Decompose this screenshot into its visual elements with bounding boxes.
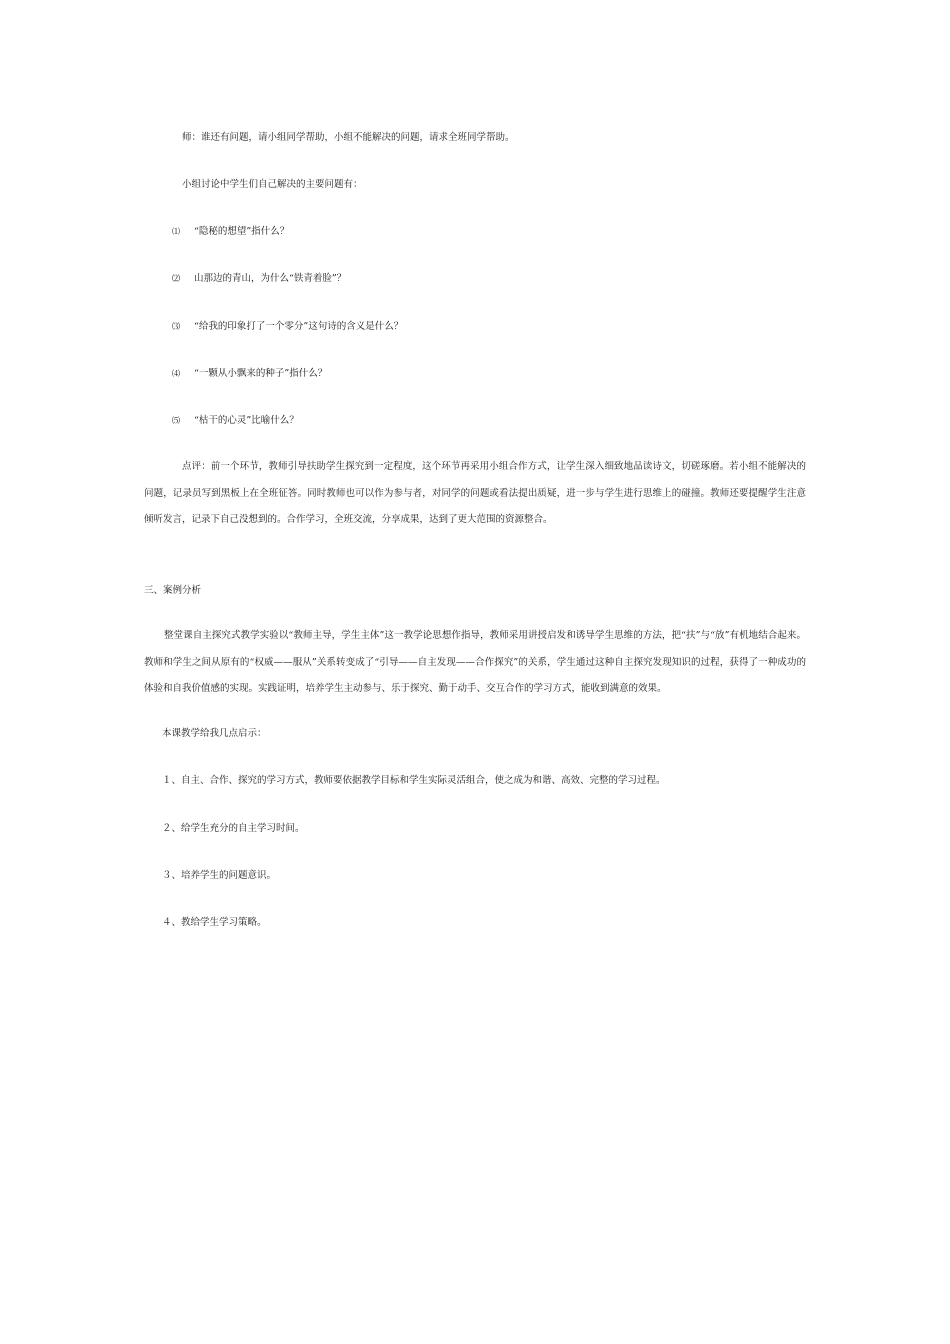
group-discussion-line: 小组讨论中学生们自己解决的主要问题有： xyxy=(182,179,363,190)
question-number: ⑶ xyxy=(172,322,180,331)
teacher-line: 师：谁还有问题，请小组同学帮助，小组不能解决的问题，请求全班同学帮助。 xyxy=(182,132,515,143)
analysis-paragraph: 整堂课自主探究式教学实验以“教师主导，学生主体”这一教学论思想作指导，教师采用讲授启发和诱导学生思维的方法，把“扶”与“放”有机地结合起来。教师和学生之间从原有的“权威——服从”关系转变成了“引导——自主发现——合作探究”的关系，学生通过这种自主探究发现知识的过程，获得了一种成功的体验和自我价值感的实现。实践证明，培养学生主动参与、乐于探究、勤于动手、交互合作的学习方式，能收到满意的效果。 xyxy=(144,630,806,694)
question-text: “一颗从小飘来的种子”指什么？ xyxy=(194,368,328,379)
insight-item: ４、教给学生学习策略。 xyxy=(162,917,267,928)
question-number: ⑸ xyxy=(172,416,180,425)
question-item xyxy=(172,367,327,380)
question-text: “给我的印象打了一个零分”这句诗的含义是什么？ xyxy=(194,321,404,332)
question-number: ⑷ xyxy=(172,369,180,378)
question-text: “隐秘的想望”指什么？ xyxy=(194,226,290,237)
question-number: ⑴ xyxy=(172,227,180,236)
question-text: 山那边的青山，为什么“铁青着脸”？ xyxy=(194,273,347,284)
section-heading: 三、案例分析 xyxy=(144,585,202,596)
question-item xyxy=(172,320,403,333)
question-item xyxy=(172,414,299,427)
insight-item: １、自主、合作、探究的学习方式，教师要依据教学目标和学生实际灵活组合，使之成为和谐、高效、完整的学习过程。 xyxy=(162,775,666,786)
question-item xyxy=(172,225,289,238)
insights-intro: 本课教学给我几点启示： xyxy=(162,728,267,739)
question-number: ⑵ xyxy=(172,274,180,283)
insight-item: ２、给学生充分的自主学习时间。 xyxy=(162,823,305,834)
comment-paragraph: 点评：前一个环节，教师引导扶助学生探究到一定程度，这个环节再采用小组合作方式，让学生深入细致地品读诗文，切磋琢磨。若小组不能解决的问题，记录员写到黑板上在全班征答。同时教师也可以作为参与者，对同学的问题或看法提出质疑，进一步与学生进行思维上的碰撞。教师还要提醒学生注意倾听发言，记录下自己没想到的。合作学习，全班交流，分享成果，达到了更大范围的资源整合。 xyxy=(144,461,806,525)
question-text: “枯干的心灵”比喻什么？ xyxy=(194,415,299,426)
insight-item: ３、培养学生的问题意识。 xyxy=(162,870,277,881)
question-item xyxy=(172,272,346,285)
